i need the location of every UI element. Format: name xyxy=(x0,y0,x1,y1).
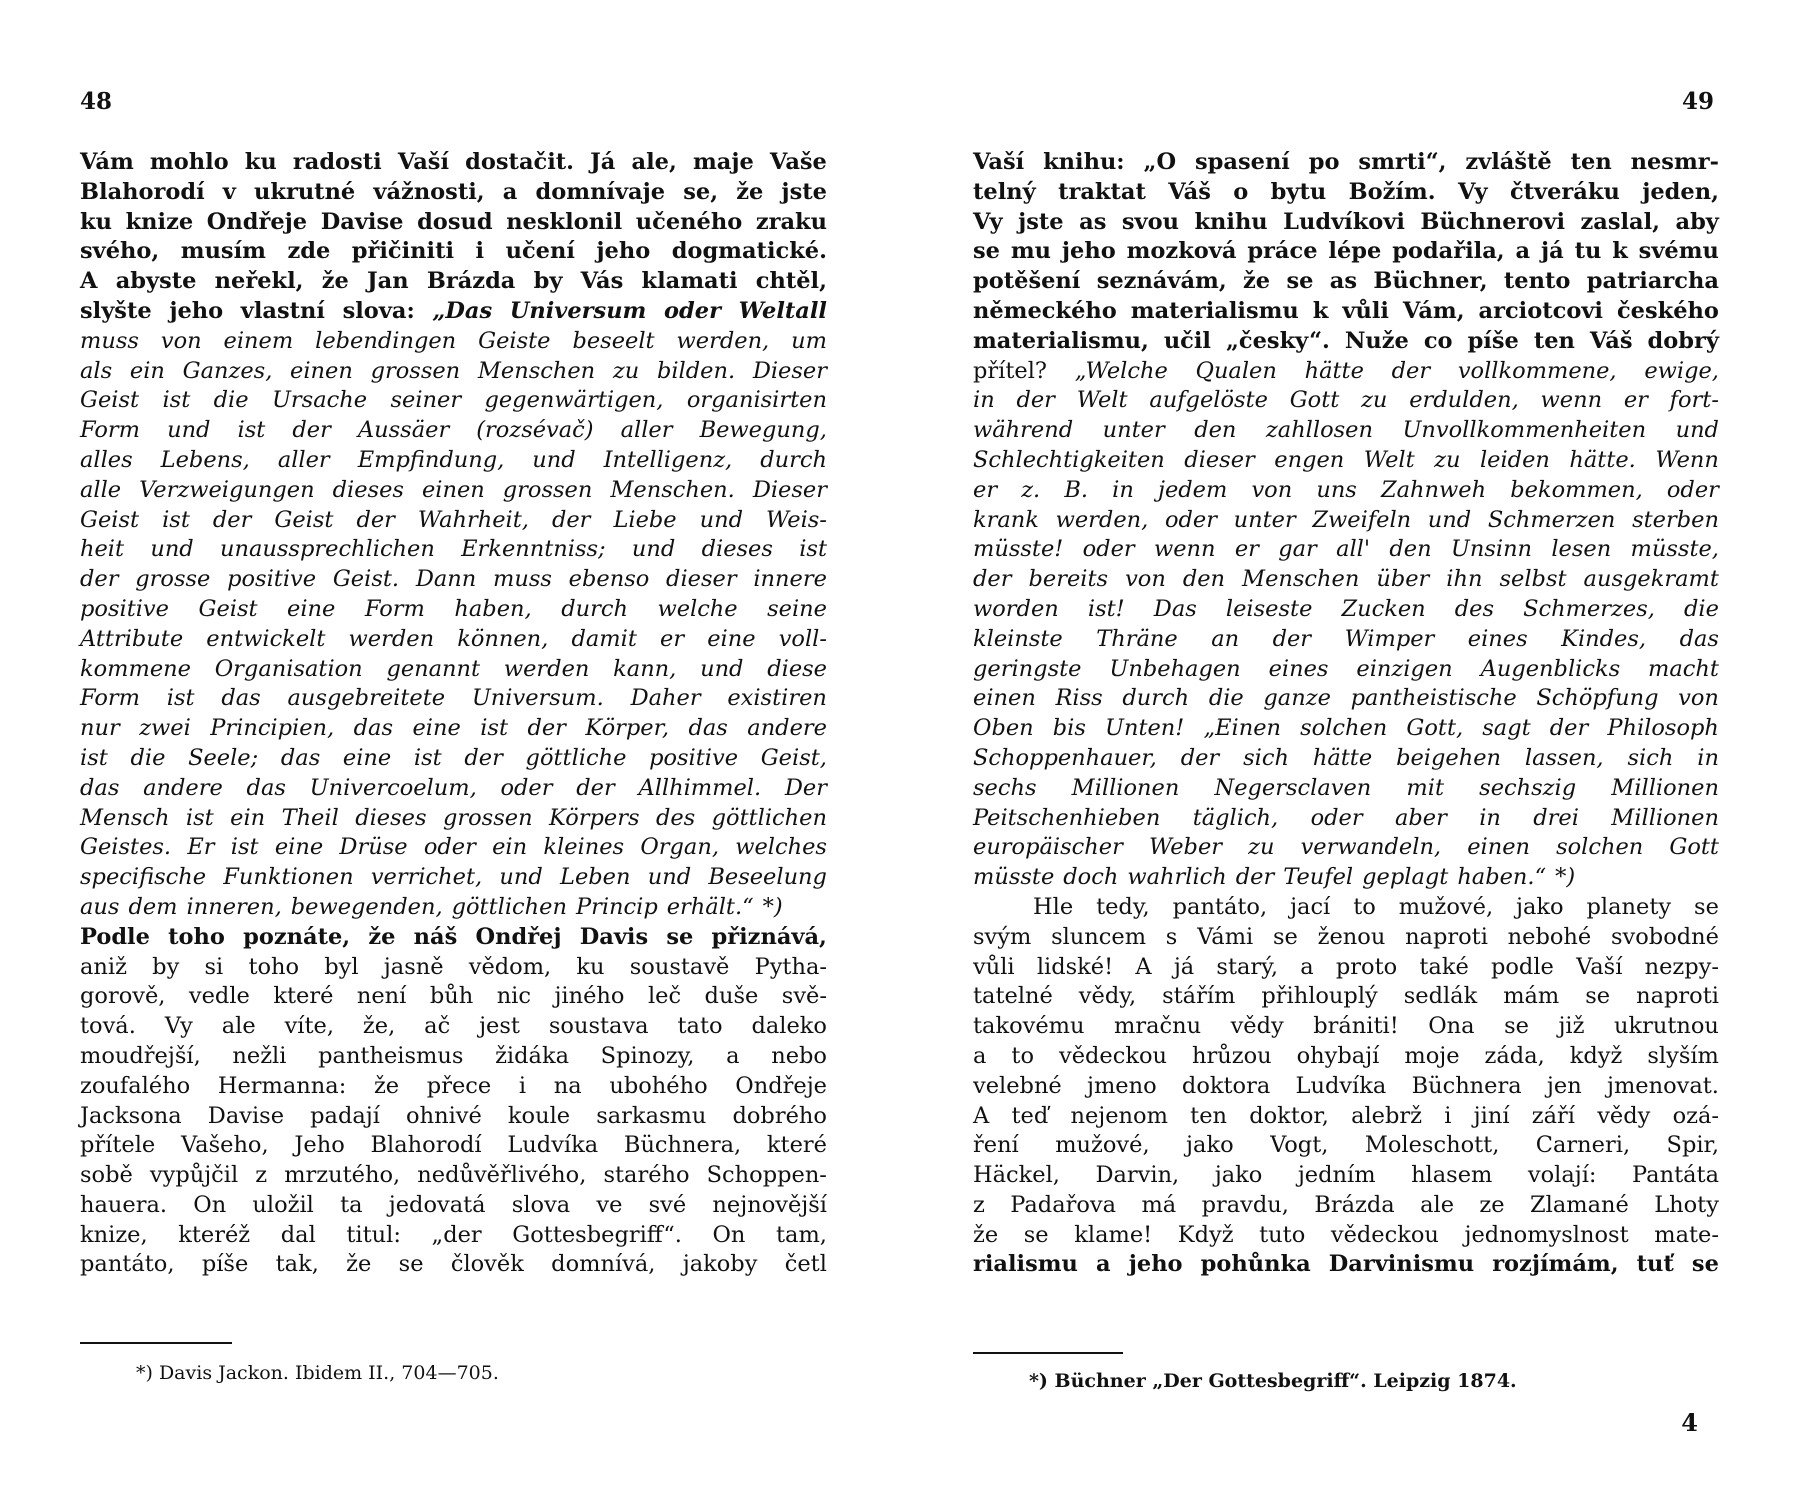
text-line: Peitschenhieben täglich, oder aber in drei Millionen xyxy=(973,804,1719,831)
text-line: materialismu, učil „česky“. Nuže co píše ten Váš dobrý xyxy=(973,327,1719,354)
text-line: müsste! oder wenn er gar all' den Unsinn lesen müsste, xyxy=(973,536,1719,563)
text-line: hauera. On uložil ta jedovatá slova ve své nejnovější xyxy=(80,1191,827,1218)
text-line: Oben bis Unten! „Einen solchen Gott, sagt der Philosoph xyxy=(973,715,1719,742)
text-line: Form und ist der Aussäer (rozsévač) aller Bewegung, xyxy=(80,417,827,444)
text-line: müsste doch wahrlich der Teufel geplagt haben.“ *) xyxy=(973,864,1576,891)
text-line: Vaší knihu: „O spasení po smrti“, zvláště ten nesmr- xyxy=(973,149,1719,175)
text-line: moudřejší, nežli pantheismus židáka Spinozy, a nebo xyxy=(80,1042,827,1069)
footnote-rule xyxy=(973,1352,1123,1354)
text-line: Geist ist die Ursache seiner gegenwärtigen, organisirten xyxy=(80,387,827,414)
text-line: a to vědeckou hrůzou ohybají moje záda, když slyším xyxy=(973,1042,1719,1069)
text-line: ření mužové, jako Vogt, Moleschott, Carneri, Spir, xyxy=(973,1132,1719,1159)
text-line: telný traktat Váš o bytu Božím. Vy čtveráku jeden, xyxy=(973,178,1719,205)
text-line: Geistes. Er ist eine Drüse oder ein kleines Organ, welches xyxy=(80,834,827,861)
text-line: specifische Funktionen verrichet, und Leben und Beseelung xyxy=(80,864,827,891)
text-line: worden ist! Das leiseste Zucken des Schmerzes, die xyxy=(973,595,1719,622)
text-line: takovému mračnu vědy brániti! Ona se již ukrutnou xyxy=(973,1013,1719,1040)
text-line: slyšte jeho vlastní slova: „Das Universum oder Weltall xyxy=(80,297,827,324)
text-line: Vy jste as svou knihu Ludvíkovi Büchnerovi zaslal, aby xyxy=(973,208,1719,235)
page-body-text xyxy=(80,148,827,1280)
text-line: z Padařova má pravdu, Brázda ale ze Zlamané Lhoty xyxy=(973,1191,1719,1218)
text-line: svým sluncem s Vámi se ženou naproti nebohé svobodné xyxy=(973,923,1719,950)
footnote: *) Büchner „Der Gottesbegriff“. Leipzig 1874. xyxy=(1029,1370,1517,1392)
text-line: einen Riss durch die ganze pantheistische Schöpfung von xyxy=(973,685,1719,712)
text-line: Schoppenhauer, der sich hätte beigehen lassen, sich in xyxy=(973,744,1719,771)
text-line: Podle toho poznáte, že náš Ondřej Davis se přiznává, xyxy=(80,923,827,950)
text-line: Mensch ist ein Theil dieses grossen Körpers des göttlichen xyxy=(80,804,827,831)
text-line: aniž by si toho byl jasně vědom, ku soustavě Pytha- xyxy=(80,953,827,980)
text-line: geringste Unbehagen eines einzigen Augenblicks macht xyxy=(973,655,1719,682)
text-line: pantáto, píše tak, že se člověk domnívá, jakoby četl xyxy=(80,1251,827,1278)
text-line: se mu jeho mozková práce lépe podařila, a já tu k svému xyxy=(973,238,1719,265)
text-line: der bereits von den Menschen über ihn selbst ausgekramt xyxy=(973,566,1719,593)
text-line: Blahorodí v ukrutné vážnosti, a domnívaje se, že jste xyxy=(80,178,827,205)
text-line: während unter den zahllosen Unvollkommenheiten und xyxy=(973,417,1719,444)
footnote: *) Davis Jackon. Ibidem II., 704—705. xyxy=(136,1362,499,1384)
text-line: aus dem inneren, bewegenden, göttlichen Princip erhält.“ *) xyxy=(80,893,783,920)
text-line: heit und unaussprechlichen Erkenntniss; und dieses ist xyxy=(80,536,827,563)
text-line: kommene Organisation genannt werden kann, und diese xyxy=(80,655,827,682)
text-line: er z. B. in jedem von uns Zahnweh bekommen, oder xyxy=(973,476,1719,503)
text-line: alle Verzweigungen dieses einen grossen Menschen. Dieser xyxy=(80,476,827,503)
page-number: 48 xyxy=(80,88,113,115)
text-line: potěšení seznávám, že se as Büchner, tento patriarcha xyxy=(973,268,1719,295)
text-line: das andere das Univercoelum, oder der Allhimmel. Der xyxy=(80,774,827,801)
text-line: sechs Millionen Negersclaven mit sechszig Millionen xyxy=(973,774,1719,801)
text-line: tatelné vědy, stářím přihlouplý sedlák mám se naproti xyxy=(973,983,1719,1010)
text-line: svého, musím zde přičiniti i učení jeho dogmatické. xyxy=(80,238,827,265)
signature-mark: 4 xyxy=(1681,1408,1698,1437)
text-line: Jacksona Davise padají ohnivé koule sarkasmu dobrého xyxy=(80,1102,827,1129)
text-line: A abyste neřekl, že Jan Brázda by Vás klamati chtěl, xyxy=(80,268,827,295)
text-line: nur zwei Principien, das eine ist der Körper, das andere xyxy=(80,715,827,742)
text-line: in der Welt aufgelöste Gott zu erdulden, wenn er fort- xyxy=(973,387,1719,414)
text-line: sobě vypůjčil z mrzutého, nedůvěřlivého, starého Schoppen- xyxy=(80,1162,827,1189)
text-line: der grosse positive Geist. Dann muss ebenso dieser innere xyxy=(80,566,827,593)
text-line: Form ist das ausgebreitete Universum. Daher existiren xyxy=(80,685,827,712)
text-line: Schlechtigkeiten dieser engen Welt zu leiden hätte. Wenn xyxy=(973,446,1719,473)
text-line: Hle tedy, pantáto, jací to mužové, jako planety se xyxy=(1033,893,1719,920)
text-line: ku knize Ondřeje Davise dosud nesklonil učeného zraku xyxy=(80,208,827,235)
text-line: europäischer Weber zu verwandeln, einen solchen Gott xyxy=(973,834,1719,861)
page-number: 49 xyxy=(1681,88,1714,115)
text-line: tová. Vy ale víte, že, ač jest soustava tato daleko xyxy=(80,1013,827,1040)
text-line: krank werden, oder unter Zweifeln und Schmerzen sterben xyxy=(973,506,1719,533)
text-line: Geist ist der Geist der Wahrheit, der Liebe und Weis- xyxy=(80,506,827,533)
text-line: A teď nejenom ten doktor, alebrž i jiní září vědy ozá- xyxy=(973,1102,1719,1129)
text-line: als ein Ganzes, einen grossen Menschen zu bilden. Dieser xyxy=(80,357,827,384)
text-line: muss von einem lebendingen Geiste beseelt werden, um xyxy=(80,327,827,354)
text-line: positive Geist eine Form haben, durch welche seine xyxy=(80,595,827,622)
text-line: alles Lebens, aller Empfindung, und Intelligenz, durch xyxy=(80,446,827,473)
text-line: rialismu a jeho pohůnka Darvinismu rozjímám, tuť se xyxy=(973,1251,1719,1278)
text-line: vůli lidské! A já starý, a proto také podle Vaší nezpy- xyxy=(973,953,1719,980)
text-line: gorově, vedle které není bůh nic jiného leč duše svě- xyxy=(80,983,827,1010)
text-line: kleinste Thräne an der Wimper eines Kindes, das xyxy=(973,625,1719,652)
text-line: Vám mohlo ku radosti Vaší dostačit. Já ale, maje Vaše xyxy=(80,149,827,175)
page-body-text xyxy=(973,148,1719,1280)
text-line: zoufalého Hermanna: že přece i na ubohého Ondřeje xyxy=(80,1072,827,1099)
text-line: přítel? „Welche Qualen hätte der vollkommene, ewige, xyxy=(973,357,1719,384)
text-line: německého materialismu k vůli Vám, arciotcovi českého xyxy=(973,297,1719,324)
footnote-rule xyxy=(80,1342,232,1344)
text-line: že se klame! Když tuto vědeckou jednomyslnost mate- xyxy=(973,1221,1719,1248)
text-line: Häckel, Darvin, jako jedním hlasem volají: Pantáta xyxy=(973,1162,1719,1189)
text-line: ist die Seele; das eine ist der göttliche positive Geist, xyxy=(80,744,827,771)
text-line: Attribute entwickelt werden können, damit er eine voll- xyxy=(80,625,827,652)
text-line: knize, kteréž dal titul: „der Gottesbegriff“. On tam, xyxy=(80,1221,827,1248)
text-line: velebné jmeno doktora Ludvíka Büchnera jen jmenovat. xyxy=(973,1072,1719,1099)
text-line: přítele Vašeho, Jeho Blahorodí Ludvíka Büchnera, které xyxy=(80,1132,827,1159)
